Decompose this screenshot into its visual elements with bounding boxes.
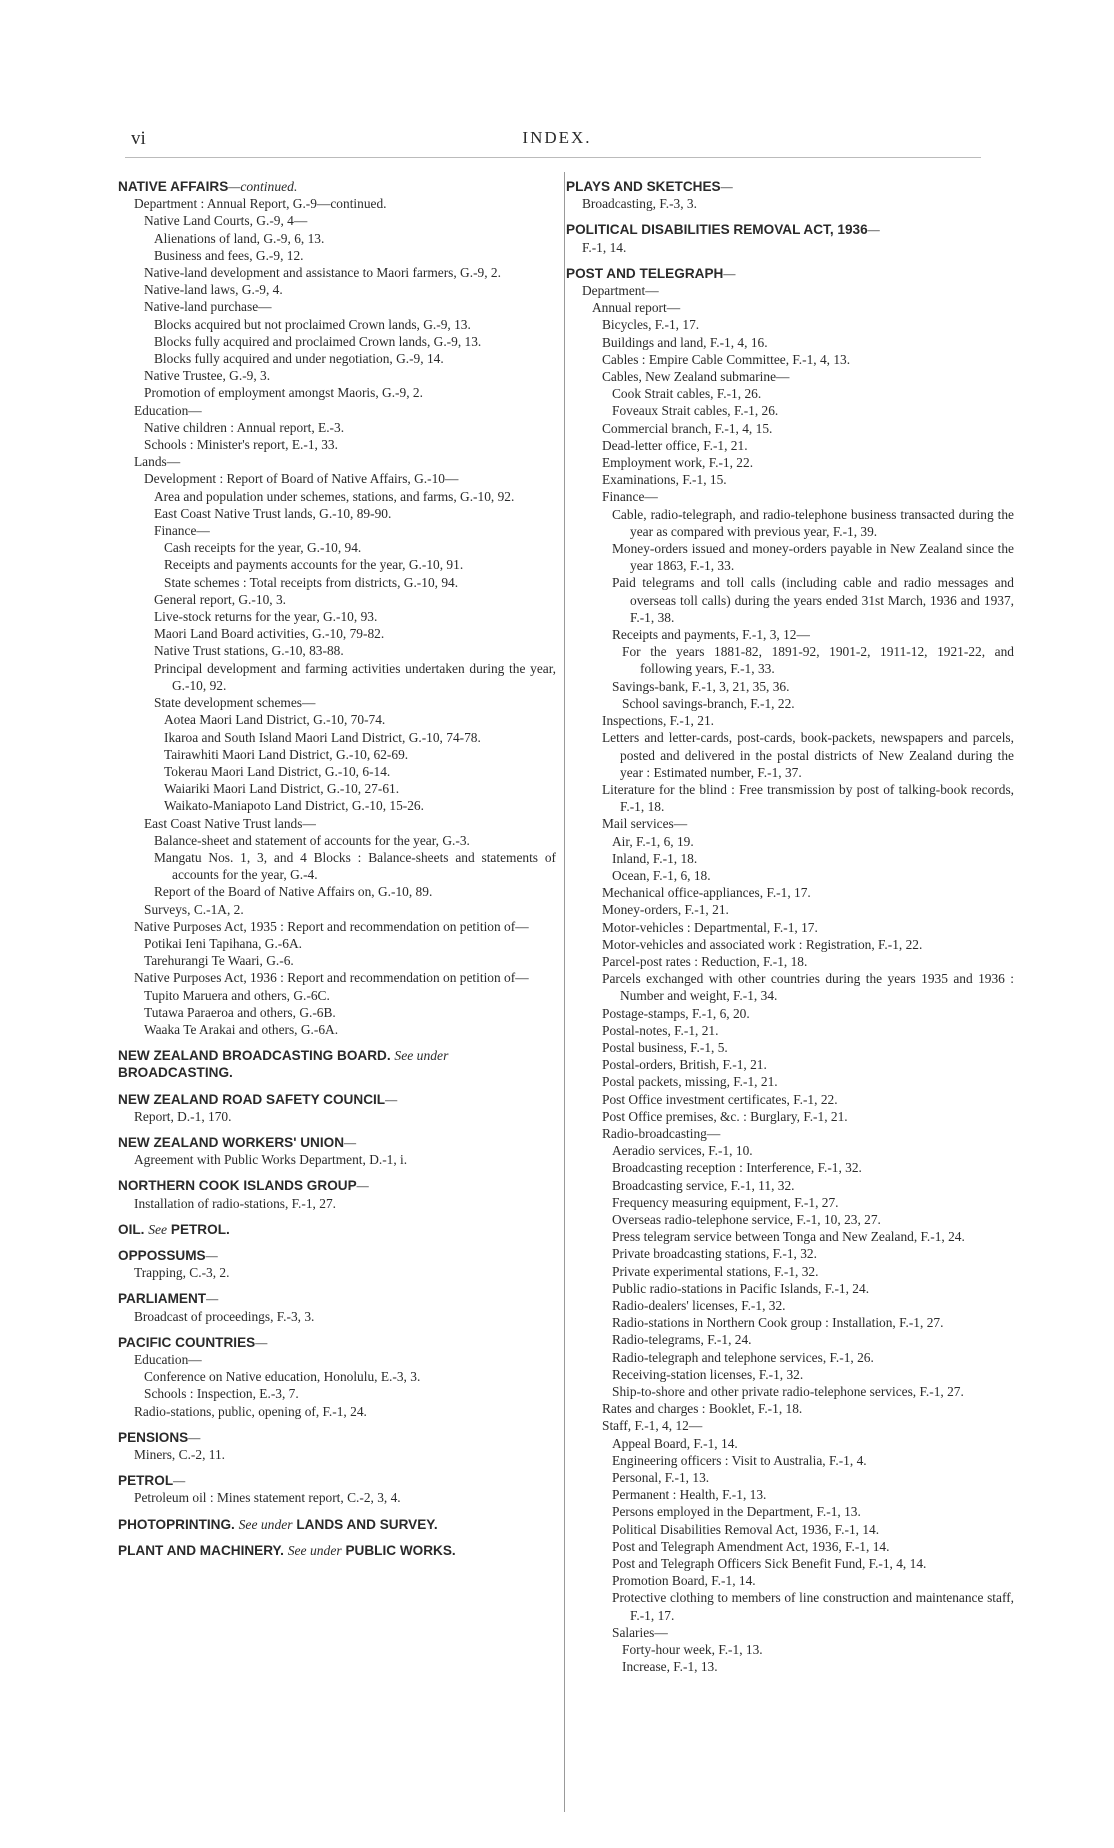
header-rule [125,157,981,158]
index-entry: Report of the Board of Native Affairs on, G.-10, 89. [154,884,433,900]
heading-reference: LANDS AND SURVEY. [296,1516,438,1532]
heading-text: NEW ZEALAND ROAD SAFETY COUNCIL [118,1091,386,1107]
index-entry: Mangatu Nos. 1, 3, and 4 Blocks : Balance-sheets and statements of accounts for the year, G.-4. [154,849,556,883]
index-entry: Waaka Te Arakai and others, G.-6A. [144,1021,339,1037]
index-entry: Potikai Ieni Tapihana, G.-6A. [144,935,302,951]
index-entry: Postal-orders, British, F.-1, 21. [602,1057,767,1073]
index-entry: Report, D.-1, 170. [134,1108,232,1124]
index-entry: Cook Strait cables, F.-1, 26. [612,386,762,402]
index-heading [566,221,1014,238]
index-entry: Staff, F.-1, 4, 12— [602,1418,703,1434]
index-entry: Political Disabilities Removal Act, 1936, F.-1, 14. [612,1521,880,1537]
index-entry: Commercial branch, F.-1, 4, 15. [602,420,773,436]
index-entry: Education— [134,1352,202,1367]
index-entry: Broadcasting service, F.-1, 11, 32. [612,1177,795,1193]
index-entry: Area and population under schemes, stations, and farms, G.-10, 92. [154,488,515,504]
index-entry: Money-orders issued and money-orders payable in New Zealand since the year 1863, F.-1, 33. [612,541,1014,574]
index-entry: Buildings and land, F.-1, 4, 16. [602,334,768,350]
heading-reference: PUBLIC WORKS. [345,1542,456,1558]
left-column [118,178,556,1559]
index-entry: Dead-letter office, F.-1, 21. [602,437,748,453]
index-entry: Tupito Maruera and others, G.-6C. [144,987,330,1003]
index-entry: Foveaux Strait cables, F.-1, 26. [612,403,779,419]
index-entry: Surveys, C.-1A, 2. [144,901,244,917]
index-entry: Promotion Board, F.-1, 14. [612,1573,756,1589]
index-entry: Parcels exchanged with other countries during the years 1935 and 1936 : Number and weight, F.-1, 34. [602,971,1014,1004]
heading-note: — [255,1334,268,1350]
index-entry: Finance— [602,489,658,505]
index-entry: Installation of radio-stations, F.-1, 27. [134,1195,336,1211]
index-entry: Post and Telegraph Officers Sick Benefit Fund, F.-1, 4, 14. [612,1556,927,1572]
index-entry: Maori Land Board activities, G.-10, 79-82. [154,626,385,642]
index-entry: Alienations of land, G.-9, 6, 13. [154,230,325,246]
index-entry: Annual report— [592,300,681,316]
index-entry: Letters and letter-cards, post-cards, book-packets, newspapers and parcels, posted and delivered in the postal districts of New Zealand during the year : Estimated number, F.-1, 37. [602,730,1014,780]
index-entry: Motor-vehicles : Departmental, F.-1, 17. [602,919,818,935]
heading-text: PETROL [118,1473,174,1489]
index-entry: Agreement with Public Works Department, D.-1, i. [134,1152,408,1168]
index-entry: Native Trust stations, G.-10, 83-88. [154,643,344,659]
index-entry: Tutawa Paraeroa and others, G.-6B. [144,1004,336,1020]
index-entry: Examinations, F.-1, 15. [602,472,727,488]
index-entry: Air, F.-1, 6, 19. [612,833,694,849]
index-entry: Radio-dealers' licenses, F.-1, 32. [612,1298,786,1313]
heading-text: POLITICAL DISABILITIES REMOVAL ACT, 1936 [566,222,868,238]
index-entry: Radio-telegrams, F.-1, 24. [612,1332,752,1348]
index-entry: Broadcasting, F.-3, 3. [582,196,697,212]
index-heading [118,1091,556,1108]
index-entry: Private broadcasting stations, F.-1, 32. [612,1246,817,1262]
index-entry: Petroleum oil : Mines statement report, C.-2, 3, 4. [134,1490,401,1506]
index-entry: Postal business, F.-1, 5. [602,1039,728,1055]
index-entry: Broadcast of proceedings, F.-3, 3. [134,1308,315,1324]
index-entry: Broadcasting reception : Interference, F.-1, 32. [612,1160,862,1176]
heading-note: — [188,1429,201,1445]
index-heading [118,178,556,195]
index-entry: Education— [134,402,202,418]
index-entry: Personal, F.-1, 13. [612,1470,710,1486]
index-entry: Native-land purchase— [144,299,272,315]
index-entry: For the years 1881-82, 1891-92, 1901-2, 1911-12, 1921-22, and following years, F.-1, 33. [622,644,1014,677]
index-entry: Private experimental stations, F.-1, 32. [612,1263,819,1279]
index-entry: Cash receipts for the year, G.-10, 94. [164,540,362,556]
index-entry: Radio-broadcasting— [602,1125,721,1141]
index-heading [118,1429,556,1446]
index-entry: Receiving-station licenses, F.-1, 32. [612,1366,804,1382]
index-entry: Parcel-post rates : Reduction, F.-1, 18. [602,953,808,969]
index-entry: Conference on Native education, Honolulu, E.-3, 3. [144,1369,421,1385]
heading-reference: BROADCASTING. [118,1065,233,1081]
index-entry: Department— [582,283,659,299]
heading-note: See [148,1221,168,1237]
index-entry: Balance-sheet and statement of accounts for the year, G.-3. [154,832,470,848]
index-entry: School savings-branch, F.-1, 22. [622,695,795,711]
heading-text: NEW ZEALAND WORKERS' UNION [118,1134,345,1150]
index-heading [118,1542,556,1559]
index-entry: Blocks fully acquired and under negotiation, G.-9, 14. [154,351,444,367]
index-entry: Mechanical office-appliances, F.-1, 17. [602,885,811,901]
index-entry: Postage-stamps, F.-1, 6, 20. [602,1005,750,1021]
index-entry: Business and fees, G.-9, 12. [154,247,304,263]
index-entry: Persons employed in the Department, F.-1, 13. [612,1504,861,1520]
index-entry: Increase, F.-1, 13. [622,1659,718,1675]
index-entry: Tarehurangi Te Waari, G.-6. [144,953,294,969]
index-entry: Live-stock returns for the year, G.-10, 93. [154,609,378,625]
heading-note: — [720,179,733,194]
heading-note: See under [394,1048,449,1064]
index-entry: Finance— [154,523,210,539]
index-entry: Postal packets, missing, F.-1, 21. [602,1074,778,1090]
heading-note: — [867,222,880,238]
heading-text: PACIFIC COUNTRIES [118,1334,256,1350]
index-entry: Trapping, C.-3, 2. [134,1265,230,1281]
heading-text: PARLIAMENT [118,1291,207,1307]
heading-note: — [206,1291,219,1307]
page-number: vi [131,128,146,149]
index-entry: Public radio-stations in Pacific Islands, F.-1, 24. [612,1280,870,1296]
heading-text: NORTHERN COOK ISLANDS GROUP [118,1178,357,1194]
index-heading [118,1047,556,1081]
heading-note: — [173,1473,186,1489]
page-title: INDEX. [522,128,592,147]
index-entry: Salaries— [612,1624,668,1640]
heading-note: See under [287,1542,342,1558]
index-entry: Native Land Courts, G.-9, 4— [144,213,308,229]
index-entry: Development : Report of Board of Native Affairs, G.-10— [144,471,459,487]
index-entry: Engineering officers : Visit to Australia, F.-1, 4. [612,1452,867,1468]
index-heading [118,1516,556,1533]
heading-text: PLAYS AND SKETCHES [566,179,721,194]
index-entry: Blocks fully acquired and proclaimed Crown lands, G.-9, 13. [154,333,482,349]
heading-text: OIL. [118,1221,145,1237]
heading-text: NEW ZEALAND BROADCASTING BOARD. [118,1048,391,1064]
index-entry: Post Office investment certificates, F.-1, 22. [602,1091,838,1107]
heading-text: PLANT AND MACHINERY. [118,1542,284,1558]
index-heading [118,1472,556,1489]
index-entry: Savings-bank, F.-1, 3, 21, 35, 36. [612,678,790,694]
index-heading [118,1221,556,1238]
index-entry: Cable, radio-telegraph, and radio-telephone business transacted during the year as compared with previous year, F.-1, 39. [612,506,1014,539]
index-entry: Radio-stations, public, opening of, F.-1, 24. [134,1403,367,1419]
index-entry: Tokerau Maori Land District, G.-10, 6-14. [164,763,391,779]
index-entry: Native Purposes Act, 1935 : Report and recommendation on petition of— [134,918,529,934]
heading-reference: PETROL. [170,1221,230,1237]
index-entry: Protective clothing to members of line construction and maintenance staff, F.-1, 17. [612,1590,1014,1623]
index-entry: Overseas radio-telephone service, F.-1, 10, 23, 27. [612,1211,881,1227]
index-heading [118,1177,556,1194]
heading-text: OPPOSSUMS [118,1247,206,1263]
index-heading [118,1247,556,1264]
heading-note: See under [238,1516,293,1532]
index-entry: Radio-telegraph and telephone services, F.-1, 26. [612,1349,874,1365]
index-entry: Schools : Inspection, E.-3, 7. [144,1386,299,1402]
index-entry: General report, G.-10, 3. [154,591,286,607]
index-entry: Cables, New Zealand submarine— [602,369,790,385]
index-entry: Post Office premises, &c. : Burglary, F.-1, 21. [602,1108,848,1124]
index-entry: Ocean, F.-1, 6, 18. [612,867,711,883]
index-entry: Receipts and payments, F.-1, 3, 12— [612,627,810,643]
index-entry: Native-land laws, G.-9, 4. [144,282,283,298]
index-entry: Schools : Minister's report, E.-1, 33. [144,437,338,453]
heading-text: PHOTOPRINTING. [118,1516,235,1532]
index-entry: State development schemes— [154,695,316,711]
index-entry: Frequency measuring equipment, F.-1, 27. [612,1194,839,1210]
index-entry: Post and Telegraph Amendment Act, 1936, F.-1, 14. [612,1538,890,1554]
index-entry: Paid telegrams and toll calls (including cable and radio messages and overseas toll calls) during the years ended 31st March, 1936 and 1937, F.-1, 38. [612,575,1014,625]
index-entry: Aeradio services, F.-1, 10. [612,1143,753,1159]
heading-note: — [205,1247,218,1263]
right-column [566,178,1014,1675]
heading-note: — [356,1178,369,1194]
heading-text: NATIVE AFFAIRS [118,179,229,194]
index-entry: Mail services— [602,816,688,832]
index-heading [118,1290,556,1307]
index-entry: Ikaroa and South Island Maori Land District, G.-10, 74-78. [164,729,481,745]
index-entry: Bicycles, F.-1, 17. [602,317,700,333]
index-entry: Rates and charges : Booklet, F.-1, 18. [602,1401,803,1417]
heading-text: POST AND TELEGRAPH [566,265,724,281]
column-divider [564,172,565,1812]
index-entry: Promotion of employment amongst Maoris, G.-9, 2. [144,385,423,401]
index-entry: Waikato-Maniapoto Land District, G.-10, 15-26. [164,798,424,814]
heading-note: — [723,265,736,281]
index-entry: Ship-to-shore and other private radio-telephone services, F.-1, 27. [612,1384,964,1400]
index-entry: F.-1, 14. [582,239,627,255]
index-entry: Department : Annual Report, G.-9—continued. [134,196,387,212]
index-entry: Postal-notes, F.-1, 21. [602,1022,719,1038]
index-entry: Blocks acquired but not proclaimed Crown lands, G.-9, 13. [154,316,471,332]
index-entry: Employment work, F.-1, 22. [602,455,754,471]
index-entry: Radio-stations in Northern Cook group : Installation, F.-1, 27. [612,1315,944,1331]
index-heading [566,178,1014,195]
heading-note: —continued. [228,179,298,194]
index-entry: Appeal Board, F.-1, 14. [612,1435,738,1451]
index-entry: Lands— [134,454,181,470]
page-header [0,128,1114,152]
index-heading [566,265,1014,282]
index-entry: Aotea Maori Land District, G.-10, 70-74. [164,712,386,728]
index-heading [118,1334,556,1351]
index-entry: Receipts and payments accounts for the year, G.-10, 91. [164,557,464,573]
heading-text: PENSIONS [118,1429,189,1445]
index-entry: Miners, C.-2, 11. [134,1447,226,1463]
heading-note: — [385,1091,398,1107]
index-entry: Literature for the blind : Free transmission by post of talking-book records, F.-1, 18. [602,781,1014,815]
index-entry: East Coast Native Trust lands, G.-10, 89-90. [154,505,392,521]
index-entry: Principal development and farming activities undertaken during the year, G.-10, 92. [154,660,556,693]
index-heading [118,1134,556,1151]
index-entry: Forty-hour week, F.-1, 13. [622,1642,763,1658]
index-entry: Cables : Empire Cable Committee, F.-1, 4, 13. [602,351,851,367]
index-entry: Money-orders, F.-1, 21. [602,902,729,918]
index-entry: East Coast Native Trust lands— [144,815,316,831]
index-entry: Native-land development and assistance to Maori farmers, G.-9, 2. [144,265,501,281]
index-entry: Native children : Annual report, E.-3. [144,419,345,435]
index-entry: Native Purposes Act, 1936 : Report and recommendation on petition of— [134,970,529,986]
index-entry: Waiariki Maori Land District, G.-10, 27-61. [164,781,400,797]
index-entry: Motor-vehicles and associated work : Registration, F.-1, 22. [602,936,923,952]
index-entry: Inspections, F.-1, 21. [602,713,714,729]
heading-note: — [344,1134,357,1150]
index-entry: Permanent : Health, F.-1, 13. [612,1487,767,1503]
index-entry: Press telegram service between Tonga and New Zealand, F.-1, 24. [612,1229,965,1245]
index-entry: State schemes : Total receipts from districts, G.-10, 94. [164,574,459,590]
index-entry: Native Trustee, G.-9, 3. [144,368,271,384]
index-entry: Inland, F.-1, 18. [612,850,698,866]
index-entry: Tairawhiti Maori Land District, G.-10, 62-69. [164,746,409,762]
